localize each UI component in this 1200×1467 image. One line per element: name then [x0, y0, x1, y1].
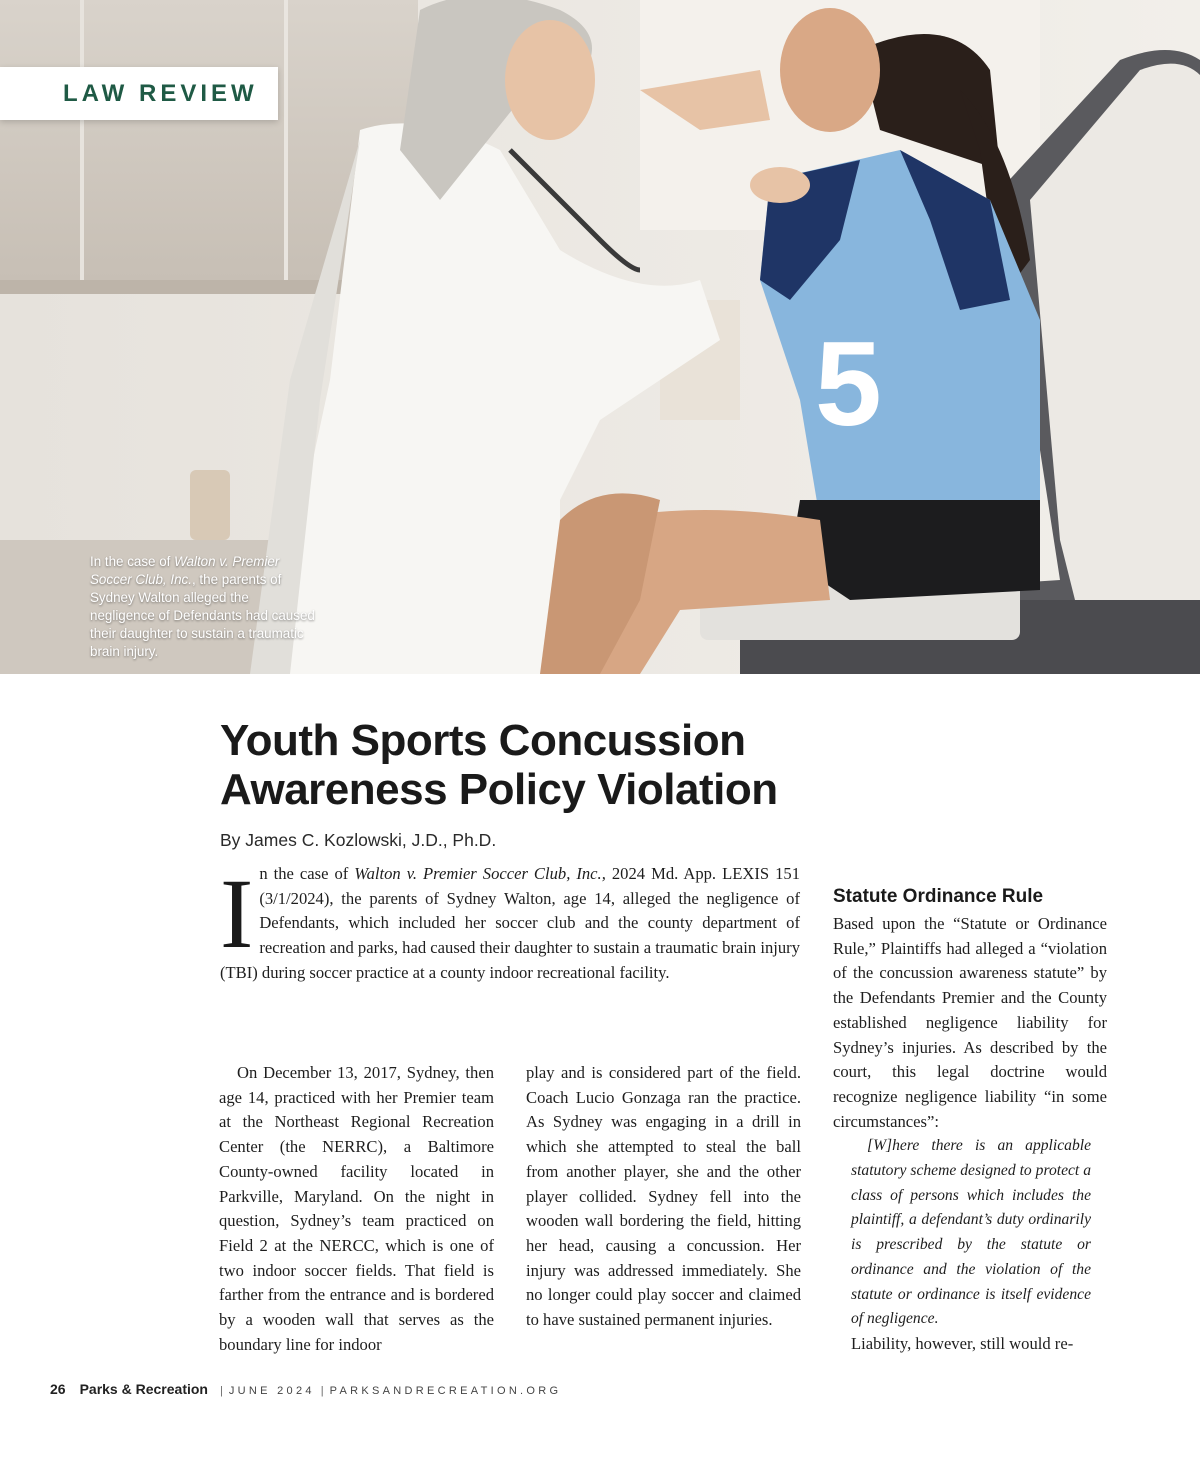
title-line-1: Youth Sports Concussion [220, 716, 746, 765]
block-quote [851, 1134, 1091, 1332]
body-column-1: On December 13, 2017, Sydney, then age 14, practiced with her Premier team at the Northeast Regional Recreation Center (the NERRC), a Baltimore County-owned facility located in Parkville, Maryland. On the night in question, Sydney’s team practiced on Field 2 at the NERCC, which is one of two indoor soccer fields. That field is farther from the entrance and is bordered by a wooden wall that serves as the boundary line for indoor [219, 1063, 494, 1354]
lead-paragraph [220, 858, 801, 986]
footer-separator-1: | [219, 1385, 223, 1397]
issue-date: JUNE 2024 [228, 1385, 315, 1397]
caption-case-name: Walton v. Premier Soccer Club, Inc. [90, 554, 280, 587]
jersey-number: 5 [815, 317, 882, 451]
photo-caption [90, 553, 315, 661]
block-quote-text: [W]here there is an applicable statutory scheme designed to protect a class of persons which includes the plaintiff, a defendant’s duty ordinarily is prescribed by the statute or ordinance and the violation of the statute or ordinance is itself evidence of negligence. [851, 1137, 1091, 1328]
lead-text: 2024 Md. App. LEXIS 151 (3/1/2024), the parents of Sydney Walton, age 14, alleged the negligence of Defendants, which included her soccer club and the county department of recreation and parks, had caused their daughter to sustain a traumatic brain injury (TBI) during soccer practice at a county indoor recreational facility. [220, 864, 801, 982]
website-link[interactable]: PARKSANDRECREATION.ORG [329, 1385, 562, 1397]
byline: By James C. Kozlowski, J.D., Ph.D. [220, 830, 497, 850]
page-number: 26 [50, 1381, 66, 1397]
footer-separator-2: | [320, 1385, 324, 1397]
caption-prefix: In the case of [90, 554, 175, 569]
title-line-2: Awareness Policy Violation [220, 765, 778, 814]
article-title [220, 716, 980, 814]
body-column-3 [833, 884, 1107, 1357]
section-tag: LAW REVIEW [0, 67, 278, 120]
lead-prefix: n the case of [259, 864, 355, 883]
section-subhead: Statute Ordinance Rule [833, 886, 1044, 907]
caption-text: , the parents of Sydney Walton alleged the negligence of Defendants had caused their daughter to sustain a traumatic brain injury. [90, 572, 315, 659]
continued-paragraph: Liability, however, still would re- [851, 1333, 1074, 1353]
body-column-2: play and is considered part of the field. Coach Lucio Gonzaga ran the practice. As Sydney was engaging in a drill in which she attempted to steal the ball from another player, she and the other player collided. Sydney fell into the wooden wall bordering the field, hitting her head, causing a concussion. Her injury was addressed immediately. She no longer could play soccer and claimed to have sustained permanent injuries. [526, 1063, 801, 1330]
lead-case-name: Walton v. Premier Soccer Club, Inc., [354, 864, 606, 883]
page-footer [50, 1381, 561, 1397]
drop-cap: I [220, 858, 254, 969]
statute-paragraph: Based upon the “Statute or Ordinance Rule,” Plaintiffs had alleged a “violation of the concussion awareness statute” by the Defendants Premier and the County established negligence liability for Sydney’s injuries. As described by the court, this legal doctrine would recognize negligence liability “in some circumstances”: [833, 914, 1107, 1131]
magazine-name: Parks & Recreation [79, 1381, 208, 1397]
hero-photo [0, 0, 1200, 674]
